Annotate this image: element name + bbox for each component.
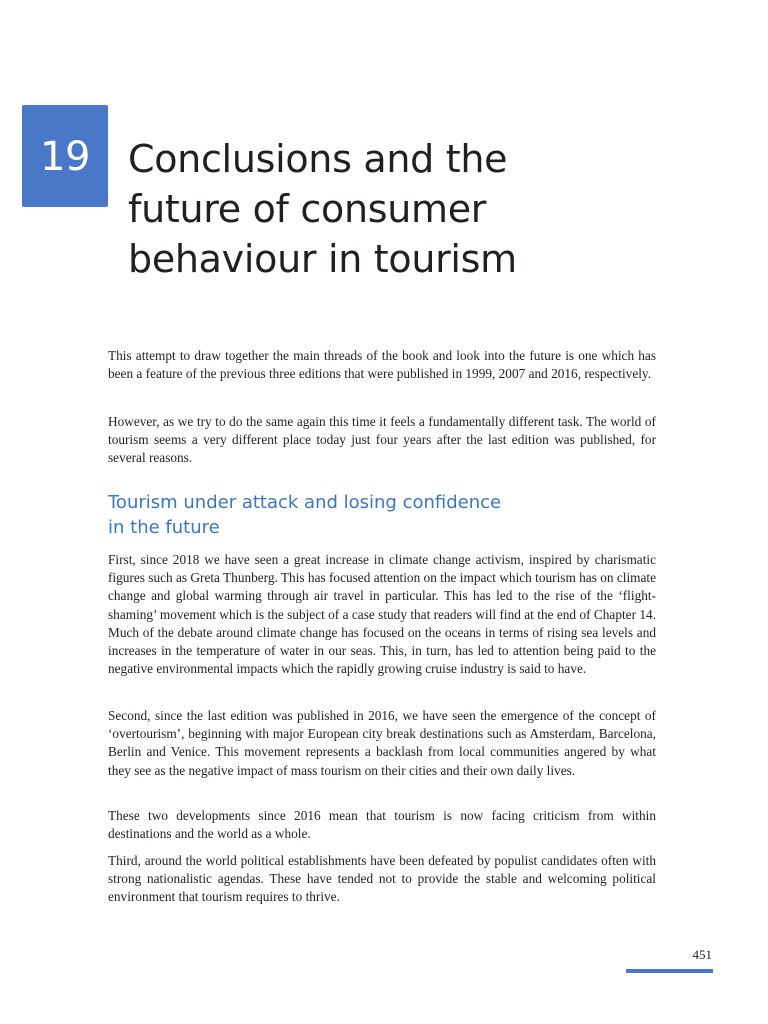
- chapter-number: 19: [40, 134, 90, 180]
- section-paragraph-2: Second, since the last edition was published in 2016, we have seen the emergence of the concept of ‘overtourism’, beginning with major European city break destinations such as Amsterdam, Barcelona, Berlin and Venice. This movement represents a backlash from local communities angered by what they see as the negative impact of mass tourism on their cities and their own daily lives.: [108, 708, 656, 778]
- section-paragraph-1: First, since 2018 we have seen a great increase in climate change activism, inspired by charismatic figures such as Greta Thunberg. This has focused attention on the impact which tourism has on climate change and global warming through air travel in particular. This has led to the rise of the ‘flight-shaming’ movement which is the subject of a case study that readers will find at the end of Chapter 14. Much of the debate around climate change has focused on the oceans in terms of rising sea levels and increases in the temperature of water in our seas. This, in turn, has led to attention being paid to the negative environmental impacts which the rapidly growing cruise industry is said to have.: [108, 552, 656, 677]
- page-number-rule: [626, 969, 713, 973]
- chapter-title-line-3: behaviour in tourism: [128, 237, 517, 281]
- section-heading-line-2: in the future: [108, 517, 220, 538]
- chapter-title-line-2: future of consumer: [128, 187, 487, 231]
- intro-paragraph-1: This attempt to draw together the main threads of the book and look into the future is one which has been a feature of the previous three editions that were published in 1999, 2007 and 2016, respectively.: [108, 348, 656, 382]
- chapter-title: [128, 134, 688, 284]
- intro-paragraph-2: However, as we try to do the same again this time it feels a fundamentally different task. The world of tourism seems a very different place today just four years after the last edition was published, for several reasons.: [108, 414, 656, 466]
- chapter-number-box: [22, 105, 108, 207]
- section-paragraph-4: Third, around the world political establishments have been defeated by populist candidates often with strong nationalistic agendas. These have tended not to provide the stable and welcoming political environment that tourism requires to thrive.: [108, 853, 656, 905]
- chapter-title-line-1: Conclusions and the: [128, 137, 508, 181]
- section-heading: [108, 490, 656, 540]
- page-number: 451: [692, 947, 712, 962]
- section-heading-line-1: Tourism under attack and losing confidence: [108, 492, 502, 513]
- section-paragraph-3: These two developments since 2016 mean that tourism is now facing criticism from within destinations and the world as a whole.: [108, 808, 656, 842]
